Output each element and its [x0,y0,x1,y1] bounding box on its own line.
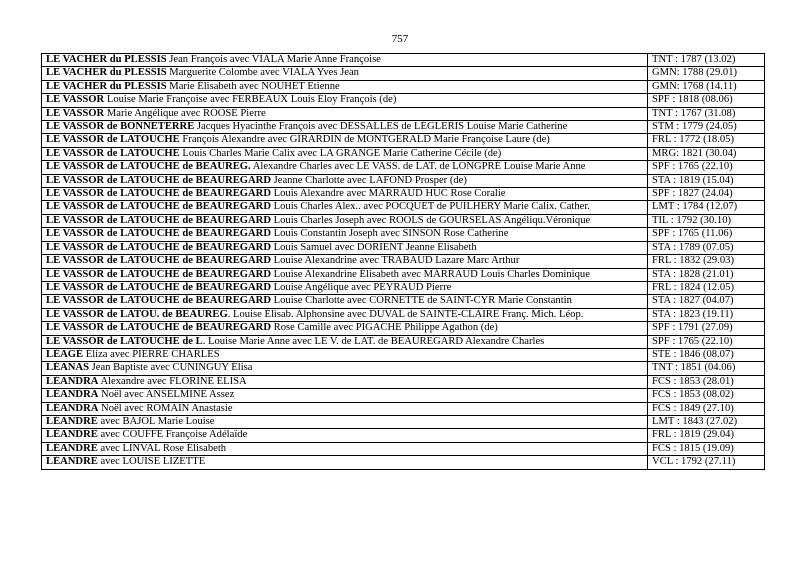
entry-details: avec COUFFE Françoise Adélaïde [97,429,248,441]
table-row [42,308,765,321]
reference-cell: SPF : 1818 (08.06) [648,94,765,107]
entry-details: avec LINVAL Rose Élisabeth [97,442,227,454]
entry-details: Louis Alexandre avec MARRAUD HUC Rose Coralie [270,188,506,200]
surname: LE VASSOR de LATOUCHE de BEAUREGARD [46,295,271,307]
reference-cell: GMN: 1788 (29.01) [648,67,765,80]
surname: LE VASSOR [46,94,105,106]
entry-details: Marguerite Colombe avec VIALA Yves Jean [166,67,359,79]
surname: LÉANDRE [46,429,98,441]
page-number: 757 [391,33,409,45]
table-row [42,348,765,361]
surname: LÉANDRE [46,456,98,468]
reference-cell: LMT : 1784 (12.07) [648,201,765,214]
surname: LE VASSOR de LATOUCHE de BEAUREGARD [46,255,271,267]
marriage-register-table [41,53,765,470]
entry-cell [42,228,648,241]
surname: LE VASSOR de LATOUCHE de BEAUREGARD [46,241,271,253]
surname: LE VASSOR de LATOUCHE de BEAUREGARD [46,322,271,334]
entry-details: François Alexandre avec GIRARDIN de MONTGÉRALD Marie Françoise Laure (de) [179,134,550,146]
entry-details: Louis Samuel avec DORIENT Jeanne Élisabeth [270,241,477,253]
table-row [42,214,765,227]
table-row [42,362,765,375]
entry-details: . Louise Élisab. Alphonsine avec DUVAL de SAINTE-CLAIRE Franç. Mich. Léop. [227,308,584,320]
entry-cell [42,161,648,174]
reference-cell: LMT : 1843 (27.02) [648,415,765,428]
entry-cell [42,362,648,375]
entry-cell [42,107,648,120]
entry-details: Louise Marie Françoise avec FERBEAUX Louis Éloy François (de) [104,94,397,106]
surname: LÉANDRE [46,442,98,454]
reference-cell: FRL : 1832 (29.03) [648,255,765,268]
table-row [42,268,765,281]
table-row [42,429,765,442]
reference-cell: FCS : 1853 (28.01) [648,375,765,388]
surname: LE VASSOR de LATOUCHE de BEAUREG. [46,161,251,173]
entry-details: Rose Camille avec PIGACHE Philippe Agathon (de) [270,322,498,334]
table-row [42,201,765,214]
entry-cell [42,442,648,455]
surname: LE VASSOR de LATOUCHE de BEAUREGARD [46,228,271,240]
entry-details: Noël avec ROMAIN Anastasie [98,402,233,414]
table-row [42,442,765,455]
entry-details: Alexandre Charles avec LE VASS. de LAT. de LONGPRÉ Louise Marie Anne [250,161,586,173]
entry-cell [42,456,648,469]
reference-cell: FCS : 1853 (08.02) [648,389,765,402]
reference-cell: MRG: 1821 (30.04) [648,147,765,160]
table-row [42,188,765,201]
entry-cell [42,54,648,67]
entry-cell [42,147,648,160]
reference-cell: VCL : 1792 (27.11) [648,456,765,469]
reference-cell: FCS : 1849 (27.10) [648,402,765,415]
table-row [42,456,765,469]
table-row [42,121,765,134]
entry-details: Louise Alexandrine avec TRABAUD Lazare Marc Arthur [270,255,520,267]
surname: LÉANDRA [46,375,99,387]
entry-cell [42,241,648,254]
entry-cell [42,121,648,134]
table-row [42,67,765,80]
entry-cell [42,281,648,294]
reference-cell: SPF : 1765 (22.10) [648,335,765,348]
table-row [42,402,765,415]
reference-cell: STA : 1828 (21.01) [648,268,765,281]
entry-cell [42,402,648,415]
entry-details: Éliza avec PIERRE CHARLES [83,348,220,360]
reference-cell: TNT : 1787 (13.02) [648,54,765,67]
table-row [42,161,765,174]
surname: LE VASSOR de LATOUCHE de BEAUREGARD [46,201,271,213]
entry-details: Jean François avec VIALA Marie Anne Françoise [166,54,381,65]
surname: LÉANDRA [46,402,99,414]
surname: LE VASSOR de LATOUCHE [46,134,180,146]
entry-details: Louis Charles Alex.. avec POCQUET de PUILHERY Marie Calix. Cather. [270,201,590,213]
entry-cell [42,255,648,268]
entry-details: Louise Alexandrine Élisabeth avec MARRAUD Louis Charles Dominique [270,268,590,280]
entry-details: Louis Charles Joseph avec ROOLS de GOURSELAS Angéliqu.Véronique [270,214,591,226]
entry-cell [42,174,648,187]
surname: LÉANDRA [46,389,99,401]
reference-cell: STM : 1779 (24.05) [648,121,765,134]
reference-cell: FRL : 1819 (29.04) [648,429,765,442]
entry-cell [42,415,648,428]
entry-details: Jacques Hyacinthe François avec DESSALLES de LÉGLERIS Louise Marie Catherine [194,121,568,133]
table-row [42,415,765,428]
surname: LÉAGÉ [46,348,84,360]
reference-cell: SPF : 1765 (22.10) [648,161,765,174]
reference-cell: SPF : 1827 (24.04) [648,188,765,201]
entry-details: avec BAJOL Marie Louise [97,415,215,427]
surname: LE VASSOR de LATOUCHE de BEAUREGARD [46,174,271,186]
surname: LE VASSOR de LATOUCHE [46,147,180,159]
surname: LE VASSOR de LATOUCHE de BEAUREGARD [46,281,271,293]
entry-cell [42,322,648,335]
entry-cell [42,214,648,227]
entry-cell [42,67,648,80]
reference-cell: SPF : 1791 (27.09) [648,322,765,335]
entry-details: Jeanne Charlotte avec LAFOND Prosper (de) [270,174,467,186]
reference-cell: FRL : 1772 (18.05) [648,134,765,147]
table-row [42,107,765,120]
surname: LE VASSOR de LATOUCHE de L [46,335,203,347]
reference-cell: GMN: 1768 (14.11) [648,80,765,93]
surname: LE VASSOR de LATOUCHE de BEAUREGARD [46,188,271,200]
entry-details: Noël avec ANSELMINE Assez [98,389,235,401]
entry-cell [42,94,648,107]
reference-cell: STA : 1819 (15.04) [648,174,765,187]
entry-details: Louis Constantin Joseph avec SINSON Rose Catherine [270,228,509,240]
surname: LE VASSOR [46,107,105,119]
entry-details: avec LOUISE LIZETTE [97,456,206,468]
entry-cell [42,348,648,361]
table-row [42,228,765,241]
entry-cell [42,134,648,147]
table-row [42,295,765,308]
entry-details: Jean Baptiste avec CUNINGUY Élisa [88,362,253,374]
surname: LÉANAS [46,362,89,374]
reference-cell: TNT : 1767 (31.08) [648,107,765,120]
surname: LE VASSOR de LATOUCHE de BEAUREGARD [46,268,271,280]
table-row [42,335,765,348]
table-row [42,241,765,254]
entry-cell [42,201,648,214]
surname: LE VASSOR de LATOU. de BEAUREG [46,308,228,320]
entry-details: Marie Angélique avec ROOSÉ Pierre [104,107,266,119]
table-row [42,322,765,335]
reference-cell: TNT : 1851 (04.06) [648,362,765,375]
entry-details: Louise Angélique avec PEYRAUD Pierre [270,281,452,293]
reference-cell: TIL : 1792 (30.10) [648,214,765,227]
entry-details: Marie Élisabeth avec NOUHET Étienne [166,80,340,92]
entry-cell [42,429,648,442]
entry-cell [42,335,648,348]
entry-cell [42,295,648,308]
table-row [42,281,765,294]
reference-cell: FCS : 1815 (19.09) [648,442,765,455]
reference-cell: STA : 1823 (19.11) [648,308,765,321]
surname: LE VASSOR de LATOUCHE de BEAUREGARD [46,214,271,226]
table-row [42,255,765,268]
surname: LE VASSOR de BONNETERRE [46,121,195,133]
reference-cell: FRL : 1824 (12.05) [648,281,765,294]
entry-cell [42,389,648,402]
reference-cell: STA : 1789 (07.05) [648,241,765,254]
entry-cell [42,188,648,201]
entry-details: Louise Charlotte avec CORNETTE de SAINT-CYR Marie Constantin [270,295,572,307]
entry-cell [42,308,648,321]
register-body [42,54,765,470]
table-row [42,375,765,388]
table-row [42,134,765,147]
surname: LE VACHER du PLESSIS [46,54,167,65]
surname: LE VACHER du PLESSIS [46,67,167,79]
reference-cell: STE : 1846 (08.07) [648,348,765,361]
table-row [42,80,765,93]
table-row [42,54,765,67]
surname: LÉANDRE [46,415,98,427]
table-row [42,94,765,107]
surname: LE VACHER du PLESSIS [46,80,167,92]
entry-details: Alexandre avec FLORINE ÉLISA [98,375,247,387]
entry-cell [42,268,648,281]
table-row [42,147,765,160]
entry-cell [42,375,648,388]
entry-cell [42,80,648,93]
table-row [42,389,765,402]
entry-details: Louis Charles Marie Calix avec LA GRANGE Marie Catherine Cécile (de) [179,147,502,159]
table-row [42,174,765,187]
entry-details: . Louise Marie Anne avec LE V. de LAT. de BEAUREGARD Alexandre Charles [202,335,545,347]
reference-cell: STA : 1827 (04.07) [648,295,765,308]
reference-cell: SPF : 1765 (11.06) [648,228,765,241]
